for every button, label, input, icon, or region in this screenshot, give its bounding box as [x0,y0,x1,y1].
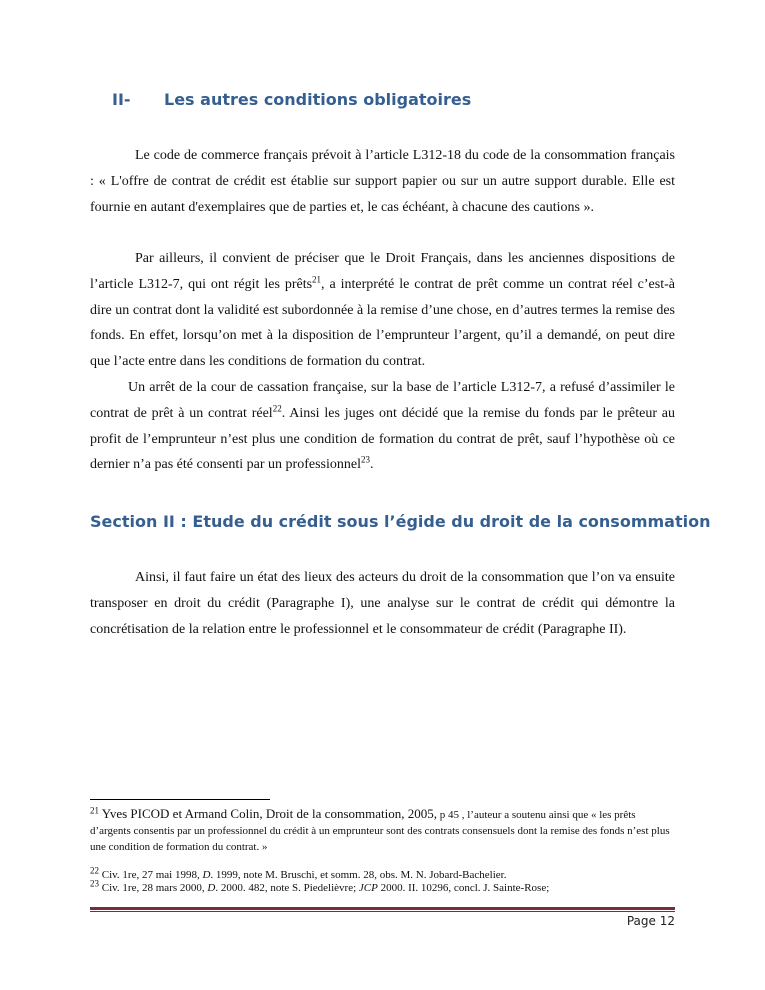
part-heading: Section II : Etude du crédit sous l’égide du droit de la consommation [90,512,711,531]
footnote-21-lead: Yves PICOD et Armand Colin, Droit de la consommation, 2005, [101,806,437,821]
section-title: Les autres conditions obligatoires [164,90,472,109]
footnote-23 [90,878,675,895]
paragraph-4: Ainsi, il faut faire un état des lieux des acteurs du droit de la consommation que l’on va ensuite transposer en droit du crédit (Paragraphe I), une analyse sur le contrat de crédit qui démontre la concrétisation de la relation entre le professionnel et le consommateur de crédit (Paragraphe II). [90,570,675,637]
footnote-ref-23[interactable]: 23 [360,454,370,465]
footnote-number-22: 22 [90,865,99,876]
paragraph-3-text-b: . Ainsi les juges ont décidé que la remise du fonds par le prêteur au profit de l’emprunteur n’est plus une condition de formation du contrat de prêt, sauf l’hypothèse où ce dernier n’a pas été consenti par un professionnel [90,405,675,473]
footnote-23-text-e: 2000. II. 10296, concl. J. Sainte-Rose; [377,882,550,894]
footnote-22-text-a: Civ. 1re, 27 mai 1998, [101,869,203,881]
paragraph-2-text-a: Par ailleurs, il convient de préciser que le Droit Français, dans les anciennes dispositions de l’article L312-7, qui ont régit les prêts [90,251,675,292]
footnote-separator [90,799,270,800]
section-heading [112,90,471,109]
footnote-23-journal-jcp: JCP [358,882,378,894]
footnote-number-23: 23 [90,878,99,889]
paragraph-2 [90,246,675,375]
footnote-23-text-c: . 2000. 482, note S. Piedelièvre; [215,882,359,894]
footnote-21-text: p 45 , l’auteur a soutenu ainsi que « les prêts d’argents consentis par un professionnel du crédit à un emprunteur sont des contrats consensuels dont la remise des fonds n’est plus une condition de formation du contrat. » [90,809,670,853]
footer-rule-thin [90,911,675,912]
footnote-22 [90,865,675,882]
footnote-ref-22[interactable]: 22 [272,403,282,414]
footnote-ref-21[interactable]: 21 [312,274,322,285]
paragraph-2-text-b: , a interprété le contrat de prêt comme un contrat réel c’est-à dire un contrat dont la validité est subordonnée à la remise d’une chose, en d’autres termes la remise des fonds. En effet, lorsqu’on met à la disposition de l’emprunteur l’argent, qu’il a demandé, on peut dire que l’acte entre dans les conditions de formation du contrat. [90,276,675,370]
footnote-23-journal-d: D [207,882,216,894]
footnote-number-21: 21 [90,805,99,816]
footnote-23-text-a: Civ. 1re, 28 mars 2000, [101,882,208,894]
paragraph-1: Le code de commerce français prévoit à l’article L312-18 du code de la consommation français : « L'offre de contrat de crédit est établie sur support papier ou sur un autre support durable. Elle est fournie en autant d'exemplaires que de parties et, le cas échéant, à chacune des cautions ». [90,148,675,215]
section-number: II- [112,90,131,109]
paragraph-3 [90,375,675,478]
footer-rule-thick [90,907,675,910]
paragraph-3-text-c: . [369,457,374,473]
page-number: Page 12 [626,914,675,928]
footnote-22-text-c: . 1999, note M. Bruschi, et somm. 28, obs. M. N. Jobard-Bachelier. [210,869,507,881]
footnote-22-journal: D [202,869,211,881]
paragraph-3-text-a: Un arrêt de la cour de cassation française, sur la base de l’article L312-7, a refusé d’assimiler le contrat de prêt à un contrat réel [90,380,675,421]
footnote-21 [90,806,675,855]
